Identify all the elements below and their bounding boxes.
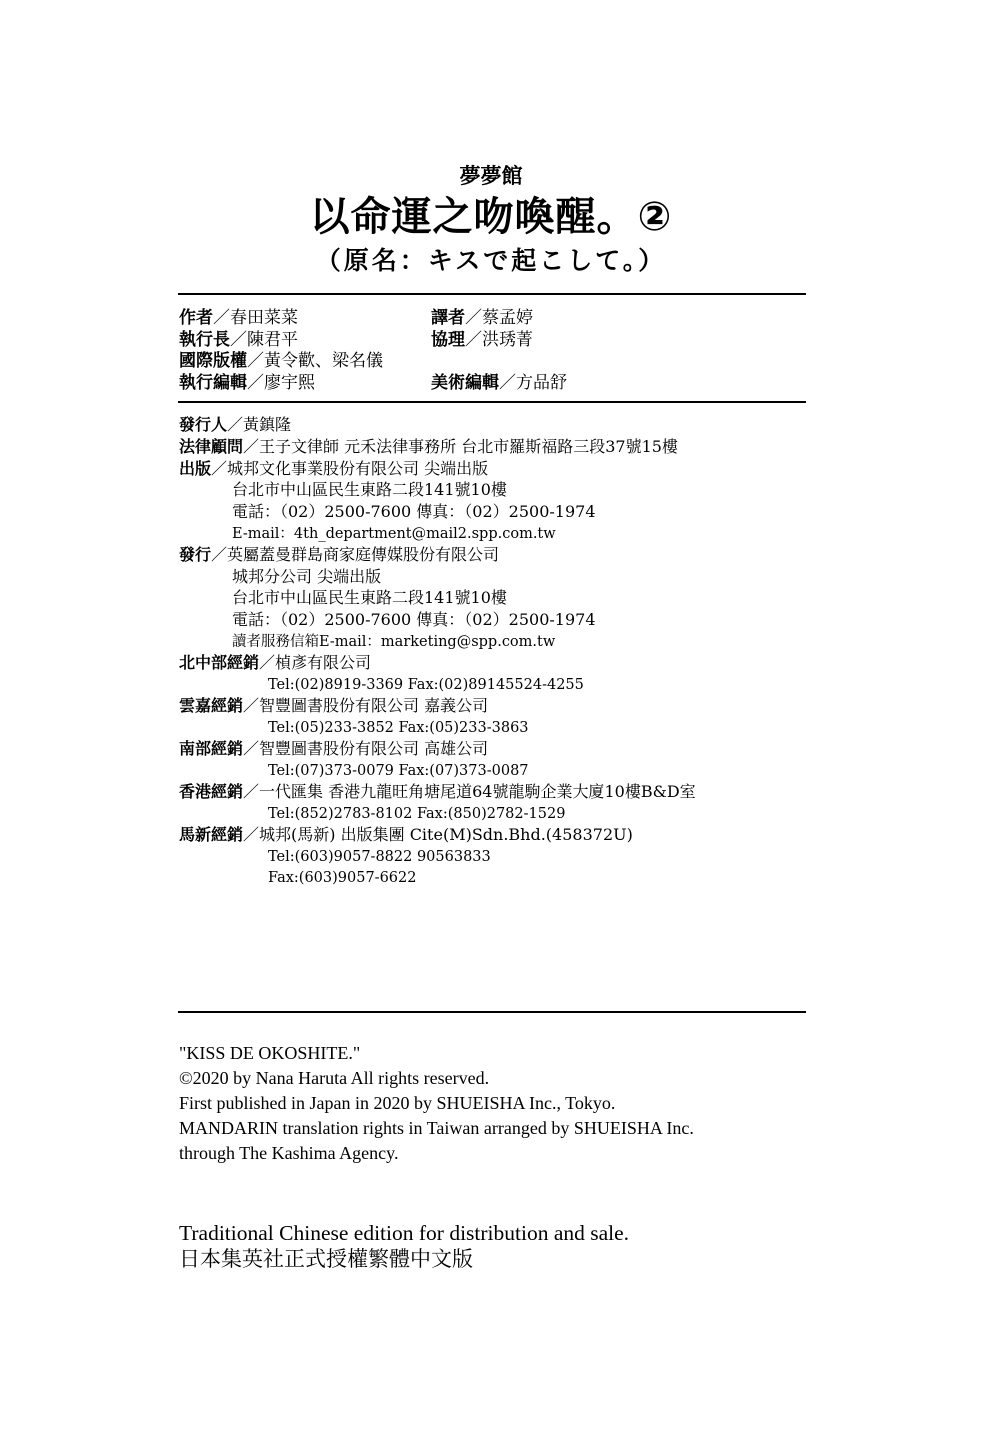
book-title: 以命運之吻喚醒。② (309, 194, 673, 240)
credit-label: 執行編輯 (179, 373, 247, 393)
credit-label: 協理 (431, 330, 465, 350)
credit-label: 執行長 (179, 330, 230, 350)
yunjia-contact: Tel:(05)233-3852 Fax:(05)233-3863 (268, 720, 529, 736)
hongkong-contact: Tel:(852)2783-8102 Fax:(850)2782-1529 (268, 806, 566, 822)
north-contact: Tel:(02)8919-3369 Fax:(02)89145524-4255 (268, 677, 584, 693)
copyright-line-2: ©2020 by Nana Haruta All rights reserved. (179, 1068, 490, 1088)
legal-line (179, 437, 678, 457)
credit-value: 廖宇熙 (264, 373, 315, 393)
yunjia-label: 雲嘉經銷 (179, 696, 244, 715)
edition-chinese: 日本集英社正式授權繁體中文版 (179, 1247, 473, 1271)
south-label: 南部經銷 (179, 739, 244, 758)
north-distributor (179, 653, 371, 673)
credit-manager (431, 329, 533, 351)
credit-label: 美術編輯 (431, 373, 499, 393)
copyright-line-5: through The Kashima Agency. (179, 1143, 399, 1163)
malaysia-fax: Fax:(603)9057-6622 (268, 870, 417, 886)
sep: ／ (243, 437, 260, 456)
sep: ／ (243, 696, 260, 715)
credit-sep: ／ (247, 373, 264, 393)
imprint-address: 台北市中山區民生東路二段141號10樓 (232, 480, 507, 499)
copyright-line-1: "KISS DE OKOSHITE." (179, 1043, 361, 1063)
sep: ／ (243, 825, 260, 844)
credit-sep: ／ (230, 330, 247, 350)
imprint-line (179, 459, 488, 479)
sep: ／ (259, 653, 276, 672)
publisher-line (179, 415, 291, 435)
credit-sep: ／ (465, 308, 482, 328)
hongkong-value: 一代匯集 香港九龍旺角塘尾道64號龍駒企業大廈10樓B&D室 (259, 782, 696, 801)
credit-intl-rights (179, 350, 383, 372)
edition-english: Traditional Chinese edition for distribution and sale. (179, 1221, 630, 1245)
south-value: 智豐圖書股份有限公司 高雄公司 (259, 739, 489, 758)
series-name: 夢夢館 (459, 164, 523, 188)
publisher-value: 黃鎮隆 (243, 415, 292, 434)
credit-label: 國際版權 (179, 351, 247, 371)
distribution-address: 台北市中山區民生東路二段141號10樓 (232, 588, 507, 607)
divider-top (178, 293, 806, 295)
divider-middle (178, 401, 806, 403)
credit-label: 作者 (179, 308, 213, 328)
south-contact: Tel:(07)373-0079 Fax:(07)373-0087 (268, 763, 529, 779)
credit-exec-editor (179, 372, 315, 394)
hongkong-label: 香港經銷 (179, 782, 244, 801)
credit-value: 春田菜菜 (230, 308, 298, 328)
sep: ／ (243, 739, 260, 758)
credit-value: 蔡孟婷 (482, 308, 533, 328)
publisher-label: 發行人 (179, 415, 228, 434)
credit-sep: ／ (213, 308, 230, 328)
malaysia-tel: Tel:(603)9057-8822 90563833 (268, 849, 491, 865)
distribution-phone: 電話：（02）2500-7600 傳真：（02）2500-1974 (232, 610, 596, 629)
distribution-email: 讀者服務信箱E-mail：marketing@spp.com.tw (232, 634, 556, 650)
imprint-email: E-mail：4th_department@mail2.spp.com.tw (232, 526, 556, 542)
imprint-label: 出版 (179, 459, 212, 478)
hongkong-distributor (179, 782, 696, 802)
imprint-phone: 電話：（02）2500-7600 傳真：（02）2500-1974 (232, 502, 596, 521)
north-label: 北中部經銷 (179, 653, 260, 672)
credit-value: 洪琇菁 (482, 330, 533, 350)
original-title: （原名：キスで起こして。） (315, 246, 667, 275)
yunjia-value: 智豐圖書股份有限公司 嘉義公司 (259, 696, 489, 715)
credit-value: 陳君平 (247, 330, 298, 350)
south-distributor (179, 739, 488, 759)
credit-sep: ／ (499, 373, 516, 393)
credit-sep: ／ (247, 351, 264, 371)
distribution-branch: 城邦分公司 尖端出版 (232, 567, 382, 586)
malaysia-value: 城邦(馬新) 出版集團 Cite(M)Sdn.Bhd.(458372U) (259, 825, 633, 844)
credit-sep: ／ (465, 330, 482, 350)
distribution-value: 英屬蓋曼群島商家庭傳媒股份有限公司 (227, 545, 500, 564)
legal-value: 王子文律師 元禾法律事務所 台北市羅斯福路三段37號15樓 (259, 437, 678, 456)
credit-ceo (179, 329, 298, 351)
credit-translator (431, 307, 533, 329)
credit-author (179, 307, 298, 329)
credit-value: 黃令歡、梁名儀 (264, 351, 383, 371)
credit-value: 方品舒 (516, 373, 567, 393)
yunjia-distributor (179, 696, 488, 716)
malaysia-label: 馬新經銷 (179, 825, 244, 844)
copyright-line-4: MANDARIN translation rights in Taiwan arranged by SHUEISHA Inc. (179, 1118, 694, 1138)
credit-art-editor (431, 372, 567, 394)
copyright-line-3: First published in Japan in 2020 by SHUEISHA Inc., Tokyo. (179, 1093, 616, 1113)
legal-label: 法律顧問 (179, 437, 244, 456)
north-value: 楨彥有限公司 (275, 653, 372, 672)
imprint-value: 城邦文化事業股份有限公司 尖端出版 (227, 459, 489, 478)
divider-bottom (178, 1011, 806, 1013)
distribution-line (179, 545, 499, 565)
credit-label: 譯者 (431, 308, 465, 328)
malaysia-distributor (179, 825, 633, 845)
distribution-label: 發行 (179, 545, 212, 564)
sep: ／ (243, 782, 260, 801)
sep: ／ (211, 545, 228, 564)
sep: ／ (227, 415, 244, 434)
sep: ／ (211, 459, 228, 478)
